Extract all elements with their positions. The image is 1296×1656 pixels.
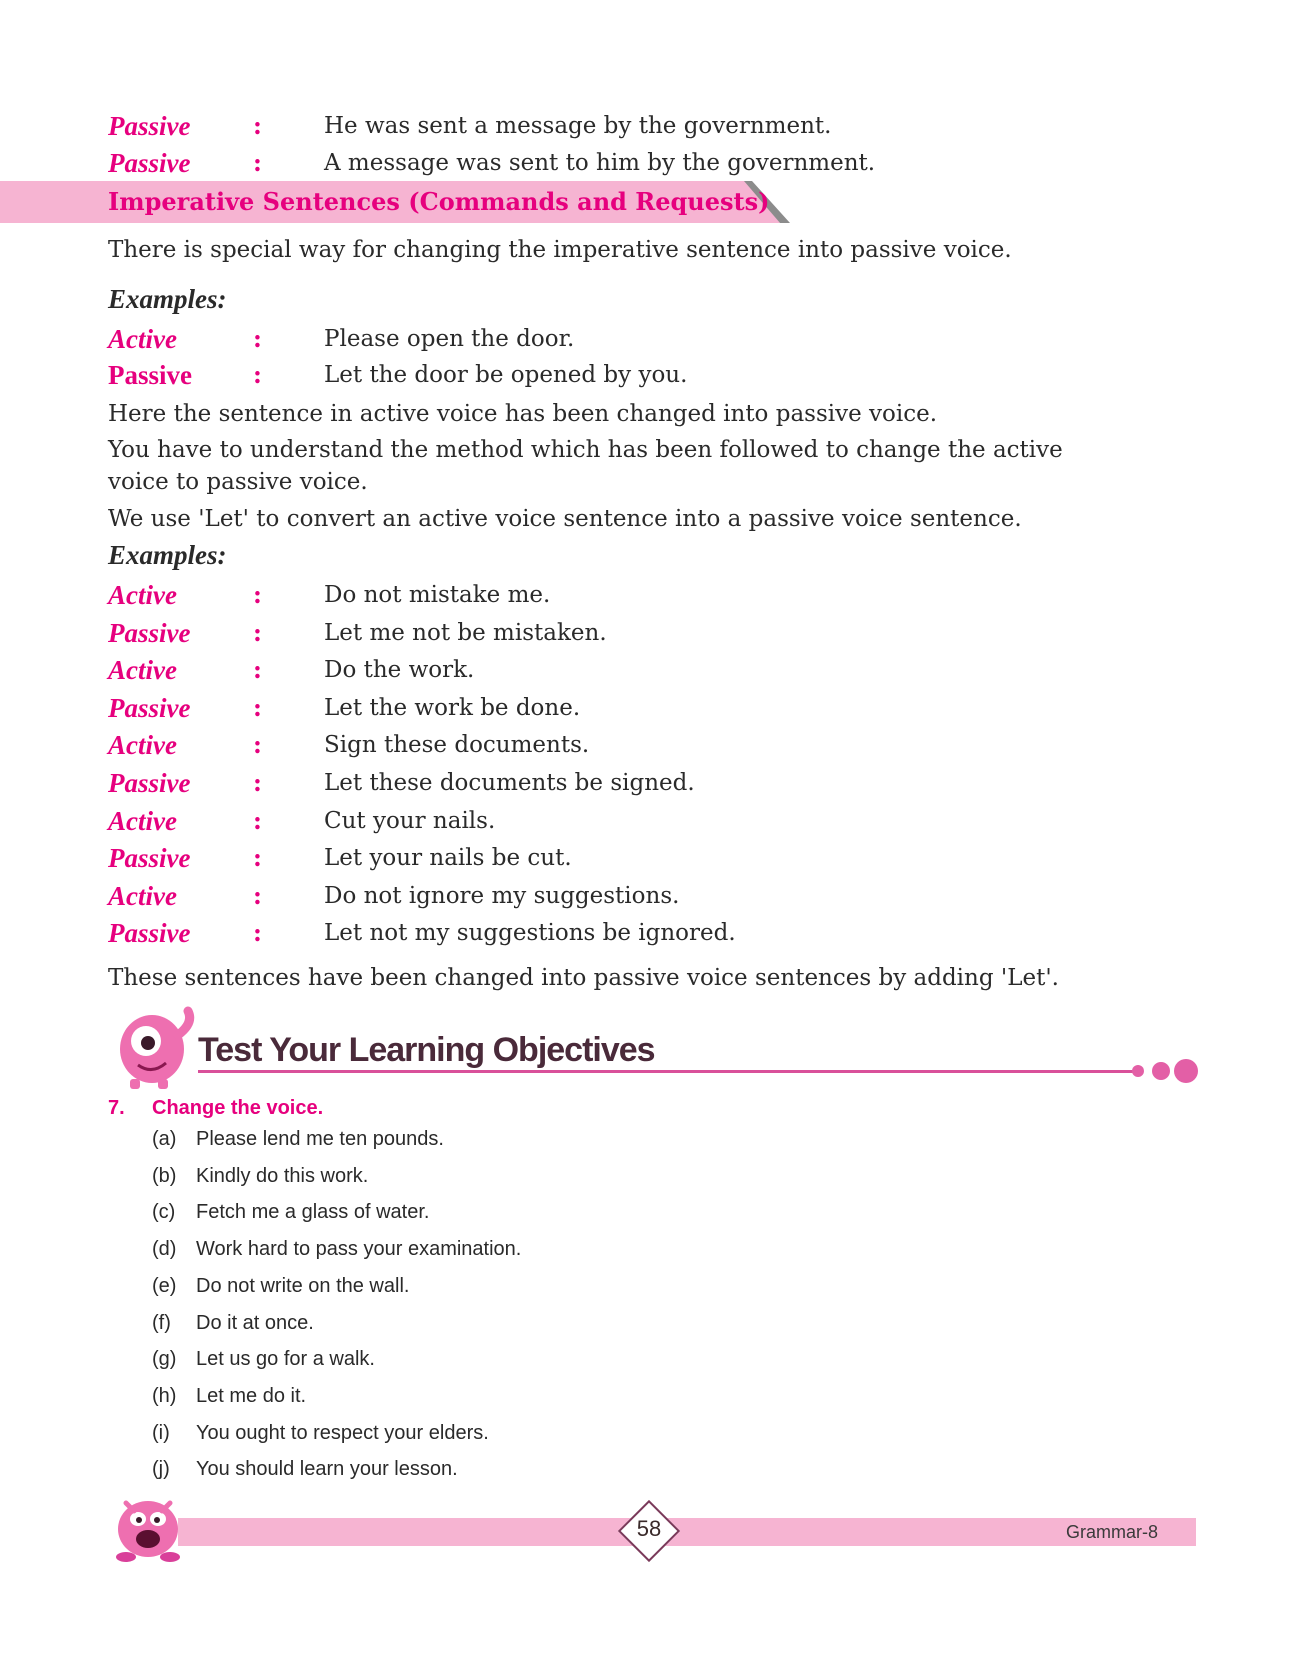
example-pair (108, 616, 1208, 650)
footer-band (178, 1518, 1196, 1546)
example-pair (108, 916, 1208, 950)
item-tag: (j) (152, 1458, 170, 1480)
header-rule (198, 1070, 1136, 1073)
colon: : (253, 148, 262, 177)
item-tag: (i) (152, 1422, 170, 1444)
voice-label: Active (108, 881, 177, 911)
exercise-item (152, 1161, 368, 1191)
example-sentence: Do not mistake me. (324, 582, 551, 608)
example-sentence: Let not my suggestions be ignored. (324, 920, 736, 946)
example-sentence: A message was sent to him by the government. (324, 150, 876, 176)
exercise-number: 7. (108, 1097, 125, 1119)
colon: : (253, 806, 262, 835)
intro-paragraph: There is special way for changing the imperative sentence into passive voice. (108, 237, 1012, 263)
item-text: Kindly do this work. (196, 1165, 369, 1187)
exercise-item (152, 1124, 444, 1154)
example-sentence: Let your nails be cut. (324, 845, 572, 871)
voice-label: Passive (108, 148, 191, 178)
exercise-item (152, 1197, 429, 1227)
exercise-item (152, 1454, 458, 1484)
example-pair (108, 146, 1208, 180)
example-pair (108, 841, 1208, 875)
item-tag: (h) (152, 1385, 177, 1407)
example-sentence: Do the work. (324, 657, 475, 683)
paragraph: You have to understand the method which has been followed to change the active voice to passive voice. (108, 437, 1063, 495)
example-sentence: Cut your nails. (324, 808, 496, 834)
example-pair (108, 653, 1208, 687)
example-pair (108, 728, 1208, 762)
example-pair (108, 766, 1208, 800)
book-title: Grammar-8 (1066, 1522, 1159, 1542)
example-sentence: Do not ignore my suggestions. (324, 883, 680, 909)
example-pair (108, 578, 1208, 612)
example-sentence: Let me not be mistaken. (324, 620, 607, 646)
example-sentence: Sign these documents. (324, 732, 590, 758)
voice-label: Passive (108, 618, 191, 648)
voice-label: Passive (108, 360, 192, 390)
colon: : (253, 580, 262, 609)
rule-dot-small (1132, 1065, 1144, 1077)
test-header-title: Test Your Learning Objectives (198, 1031, 655, 1069)
voice-label: Passive (108, 918, 191, 948)
item-text: Fetch me a glass of water. (196, 1201, 430, 1223)
example-sentence: Please open the door. (324, 326, 575, 352)
item-tag: (g) (152, 1348, 177, 1370)
example-pair (108, 322, 1208, 356)
voice-label: Passive (108, 111, 191, 141)
examples-heading: Examples: (108, 284, 227, 314)
example-pair (108, 109, 1208, 143)
exercise-item (152, 1418, 489, 1448)
rule-dot-medium (1152, 1062, 1170, 1080)
rule-dot-large (1174, 1059, 1198, 1083)
item-tag: (a) (152, 1128, 177, 1150)
exercise-instruction: Change the voice. (152, 1097, 324, 1119)
colon: : (253, 324, 262, 353)
colon: : (253, 918, 262, 947)
exercise-item (152, 1271, 409, 1301)
example-pair (108, 358, 1208, 392)
exercise-item (152, 1234, 521, 1264)
example-pair (108, 691, 1208, 725)
colon: : (253, 111, 262, 140)
section-title: Imperative Sentences (Commands and Requests) (108, 187, 770, 216)
item-tag: (d) (152, 1238, 177, 1260)
voice-label: Passive (108, 843, 191, 873)
voice-label: Active (108, 730, 177, 760)
colon: : (253, 360, 262, 389)
colon: : (253, 768, 262, 797)
voice-label: Active (108, 324, 177, 354)
colon: : (253, 693, 262, 722)
item-text: Do it at once. (196, 1312, 314, 1334)
voice-label: Passive (108, 693, 191, 723)
voice-label: Passive (108, 768, 191, 798)
colon: : (253, 881, 262, 910)
example-sentence: He was sent a message by the government. (324, 113, 832, 139)
voice-label: Active (108, 655, 177, 685)
item-text: Work hard to pass your examination. (196, 1238, 522, 1260)
example-pair (108, 804, 1208, 838)
colon: : (253, 843, 262, 872)
item-text: Let us go for a walk. (196, 1348, 375, 1370)
mascot-footer-icon (108, 1493, 188, 1563)
item-tag: (c) (152, 1201, 176, 1223)
example-sentence: Let the work be done. (324, 695, 581, 721)
page-number: 58 (636, 1516, 662, 1541)
monster-mascot-icon (108, 1005, 208, 1090)
paragraph: We use 'Let' to convert an active voice sentence into a passive voice sentence. (108, 506, 1022, 532)
item-tag: (e) (152, 1275, 177, 1297)
colon: : (253, 655, 262, 684)
colon: : (253, 730, 262, 759)
paragraph: These sentences have been changed into passive voice sentences by adding 'Let'. (108, 965, 1059, 991)
exercise-item (152, 1344, 375, 1374)
item-text: Do not write on the wall. (196, 1275, 410, 1297)
item-text: You ought to respect your elders. (196, 1422, 489, 1444)
item-text: Let me do it. (196, 1385, 307, 1407)
item-tag: (f) (152, 1312, 171, 1334)
exercise-item (152, 1381, 306, 1411)
voice-label: Active (108, 806, 177, 836)
example-sentence: Let the door be opened by you. (324, 362, 688, 388)
examples-heading: Examples: (108, 540, 227, 570)
exercise-item (152, 1308, 314, 1338)
voice-label: Active (108, 580, 177, 610)
colon: : (253, 618, 262, 647)
item-text: You should learn your lesson. (196, 1458, 458, 1480)
item-tag: (b) (152, 1165, 177, 1187)
example-pair (108, 879, 1208, 913)
paragraph: Here the sentence in active voice has been changed into passive voice. (108, 401, 938, 427)
example-sentence: Let these documents be signed. (324, 770, 695, 796)
item-text: Please lend me ten pounds. (196, 1128, 444, 1150)
